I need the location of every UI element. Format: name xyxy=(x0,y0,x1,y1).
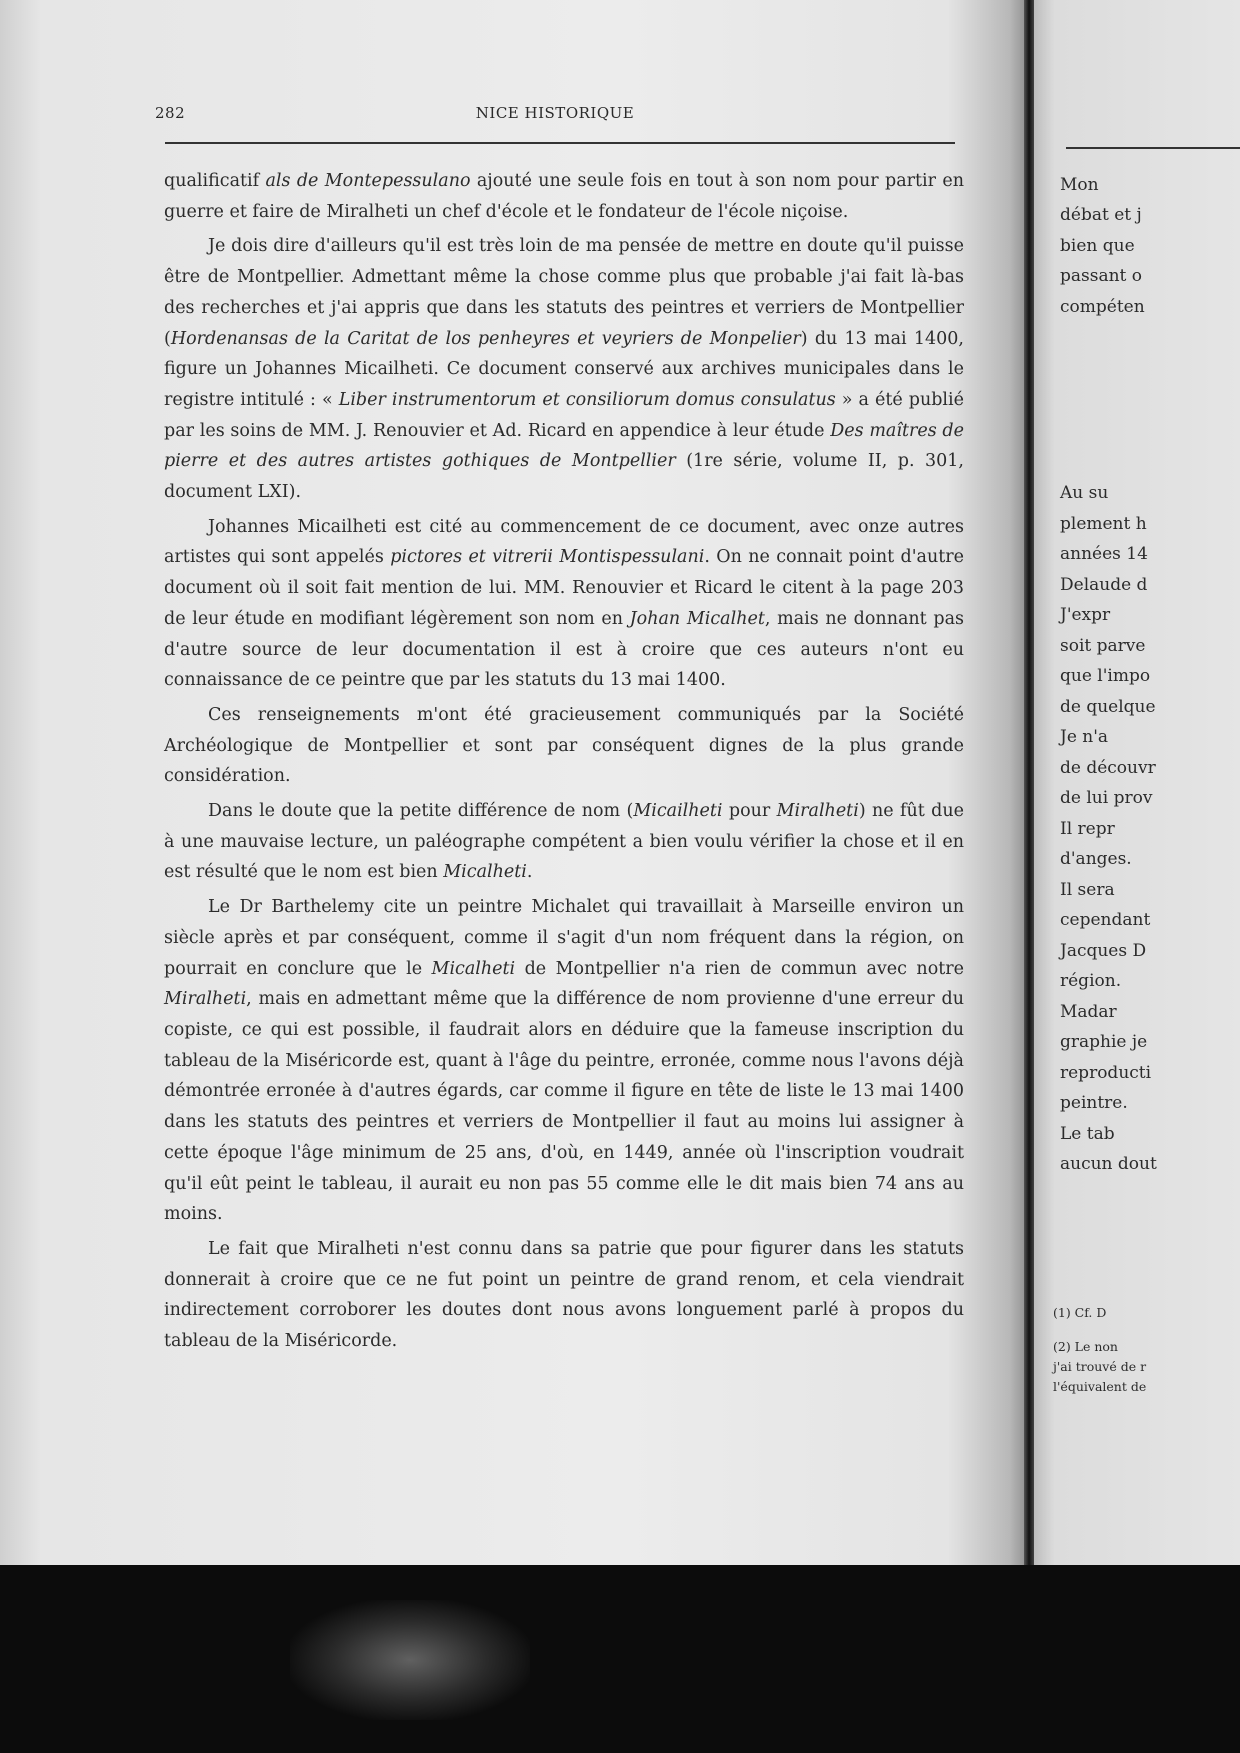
page-header xyxy=(155,104,955,128)
right-line: d'anges. xyxy=(1060,849,1132,869)
right-line: passant o xyxy=(1060,266,1143,286)
text-run: ajouté une seule fois en tout à son nom pour partir en guerre et faire de Miralheti un chef d'école et le fondateur de l'école niçoise. xyxy=(164,171,965,222)
right-line: J'expr xyxy=(1060,605,1111,625)
right-line: Le tab xyxy=(1060,1124,1115,1144)
text-run: . On ne connait point d'autre document où il soit fait mention de lui. MM. Renouvier et Ricard le citent à la page 203 de leur étude en modifiant légèrement son nom en xyxy=(164,547,964,629)
footnote-line: l'équivalent de xyxy=(1053,1379,1147,1394)
right-line: plement h xyxy=(1060,514,1147,534)
paragraph-3 xyxy=(164,512,964,696)
text-run: (1re série, volume II, p. 301, document LXI). xyxy=(164,451,964,503)
text-run: , mais ne donnant pas d'autre source de leur documentation il est à croire que ces auteurs n'ont eu connaissance de ce peintre que par les statuts du 13 mai 1400. xyxy=(164,608,964,691)
right-line: que l'impo xyxy=(1060,666,1151,686)
running-head: NICE HISTORIQUE xyxy=(475,104,635,122)
right-line: Madar xyxy=(1060,1002,1117,1022)
text-run: . xyxy=(526,862,533,883)
text-run: Je dois dire d'ailleurs qu'il est très loin de ma pensée de mettre en doute qu'il puisse être de Montpellier. Admettant même la chose comme plus que probable j'ai fait là-bas des recherches et j'ai appris que dans les statuts des peintres et verriers de Montpellier ( xyxy=(164,236,964,349)
paragraph-1 xyxy=(164,166,964,227)
right-line: Au su xyxy=(1060,483,1109,503)
right-line: aucun dout xyxy=(1060,1154,1157,1174)
right-line: Delaude d xyxy=(1060,575,1148,595)
italic-run: Miralheti xyxy=(164,989,247,1010)
italic-run: Hordenansas de la Caritat de los penheyres et veyriers de Monpelier xyxy=(170,328,801,349)
right-line: Je n'a xyxy=(1060,727,1109,747)
italic-run: Micalheti xyxy=(431,958,516,979)
right-line: région. xyxy=(1060,971,1122,991)
text-run: » a été publié par les soins de MM. J. Renouvier et Ad. Ricard en appendice à leur étude xyxy=(164,389,964,441)
text-run: Johannes Micailheti est cité au commencement de ce document, avec onze autres artistes qui sont appelés xyxy=(164,516,964,568)
paragraph-2 xyxy=(164,231,964,507)
right-line: compéten xyxy=(1060,297,1145,317)
italic-run: als de Montepessulano xyxy=(265,171,471,191)
text-run: ) ne fût due à une mauvaise lecture, un paléographe compétent a bien voulu vérifier la chose et il en est résulté que le nom est bien xyxy=(164,801,964,883)
scan-artifact xyxy=(290,1600,530,1720)
italic-run: Des maîtres de pierre et des autres artistes gothiques de Montpellier xyxy=(164,420,964,472)
footnote-line: (2) Le non xyxy=(1053,1339,1118,1354)
right-line: peintre. xyxy=(1060,1093,1128,1113)
text-run: Dans le doute que la petite différence de nom ( xyxy=(208,801,634,822)
paragraph-6 xyxy=(164,892,964,1230)
italic-run: pictores et vitrerii Montispessulani xyxy=(390,547,705,568)
book-gutter xyxy=(1024,0,1034,1575)
paragraph-7: Le fait que Miralheti n'est connu dans sa patrie que pour figurer dans les statuts donnerait à croire que ce ne fut point un peintre de grand renom, et cela viendrait indirectement corroborer les doutes dont nous avons longuement parlé à propos du tableau de la Miséricorde. xyxy=(164,1238,964,1352)
text-run: ) du 13 mai 1400, figure un Johannes Micailheti. Ce document conservé aux archives municipales dans le registre intitulé : « xyxy=(164,328,964,410)
italic-run: Micailheti xyxy=(633,801,723,822)
italic-run: Liber instrumentorum et consiliorum domus consulatus xyxy=(338,389,836,410)
text-run: de Montpellier n'a rien de commun avec notre xyxy=(515,958,964,979)
text-run: Le Dr Barthelemy cite un peintre Michalet qui travaillait à Marseille environ un siècle après et par conséquent, comme il s'agit d'un nom fréquent dans la région, on pourrait en conclure que le xyxy=(164,897,964,979)
right-line: Mon xyxy=(1060,175,1099,195)
scan-background xyxy=(0,1565,1240,1753)
right-line: de découvr xyxy=(1060,758,1156,778)
main-text xyxy=(164,166,964,1361)
right-line: de quelque xyxy=(1060,697,1156,717)
paragraph-5 xyxy=(164,796,964,888)
right-footnotes xyxy=(1053,1303,1146,1397)
right-line: Il sera xyxy=(1060,880,1115,900)
right-line: soit parve xyxy=(1060,636,1146,656)
text-run: , mais en admettant même que la différence de nom provienne d'une erreur du copiste, ce qui est possible, il faudrait alors en déduire que la fameuse inscription du tableau de la Miséricorde est, quant à l'âge du peintre, erronée, comme nous l'avons déjà démontrée erronée à d'autres égards, car comme il figure en tête de liste le 13 mai 1400 dans les statuts des peintres et verriers de Montpellier il faut au moins lui assigner à cette époque l'âge minimum de 25 ans, d'où, en 1449, année où l'inscription voudrait qu'il eût peint le tableau, il aurait eu non pas 55 comme elle le dit mais bien 74 ans au moins. xyxy=(164,989,964,1225)
right-line: graphie je xyxy=(1060,1032,1148,1052)
paragraph-4: Ces renseignements m'ont été gracieusement communiqués par la Société Archéologique de Montpellier et sont par conséquent dignes de la plus grande considération. xyxy=(164,704,964,787)
right-line: bien que xyxy=(1060,236,1135,256)
right-line: débat et j xyxy=(1060,205,1142,225)
text-run: pour xyxy=(722,801,777,822)
right-line: cependant xyxy=(1060,910,1151,930)
right-line: Il repr xyxy=(1060,819,1115,839)
text-run: qualificatif xyxy=(164,171,266,191)
right-line: années 14 xyxy=(1060,544,1148,564)
page-number: 282 xyxy=(155,104,186,122)
italic-run: Miralheti xyxy=(776,801,859,822)
right-header-rule xyxy=(1066,147,1240,149)
italic-run: Johan Micalhet xyxy=(629,608,765,629)
footnote-line: j'ai trouvé de r xyxy=(1053,1359,1147,1374)
right-line: reproducti xyxy=(1060,1063,1152,1083)
footnote-line: (1) Cf. D xyxy=(1053,1305,1107,1320)
right-line: Jacques D xyxy=(1060,941,1147,961)
header-rule xyxy=(165,142,955,144)
italic-run: Micalheti xyxy=(443,862,527,883)
right-line: de lui prov xyxy=(1060,788,1153,808)
